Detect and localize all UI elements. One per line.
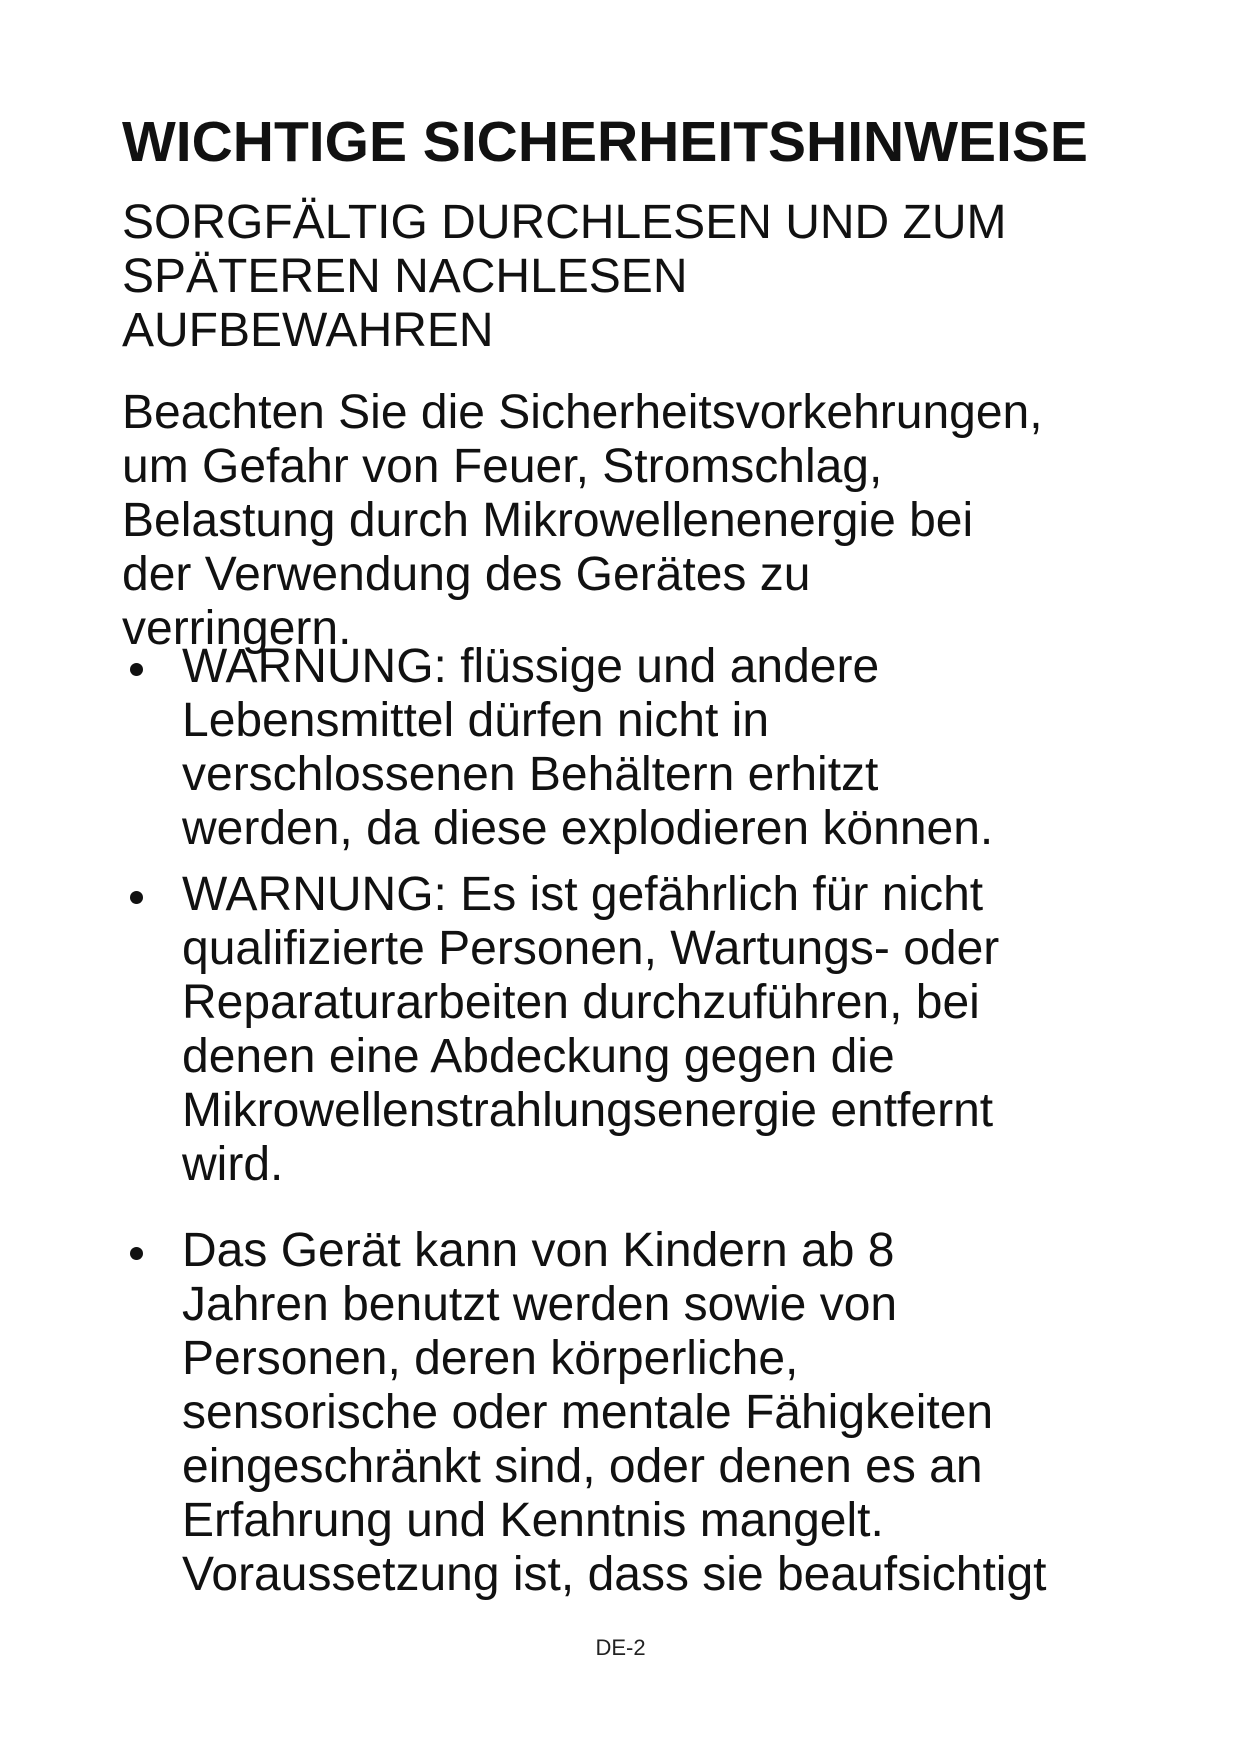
- list-item-line: Reparaturarbeiten durchzuführen, bei: [182, 976, 980, 1029]
- intro-line: der Verwendung des Gerätes zu: [122, 548, 811, 601]
- subtitle-line: SORGFÄLTIG DURCHLESEN UND ZUM: [122, 196, 1007, 249]
- intro-line: um Gefahr von Feuer, Stromschlag,: [122, 440, 883, 493]
- bullet-icon: [130, 663, 143, 676]
- bullet-icon: [130, 891, 143, 904]
- list-item-line: wird.: [182, 1138, 284, 1191]
- list-item-text: [182, 868, 1142, 1192]
- list-item-text: [182, 640, 1142, 856]
- intro-line: Beachten Sie die Sicherheitsvorkehrungen,: [122, 386, 1043, 439]
- intro-line: verringern.: [122, 602, 352, 655]
- list-item-line: werden, da diese explodieren können.: [182, 802, 994, 855]
- list-item-line: Jahren benutzt werden sowie von: [182, 1278, 898, 1331]
- list-item-line: verschlossenen Behältern erhitzt: [182, 748, 879, 801]
- list-item-line: Erfahrung und Kenntnis mangelt.: [182, 1494, 884, 1547]
- list-item-line: denen eine Abdeckung gegen die: [182, 1030, 895, 1083]
- page-number: DE-2: [595, 1635, 646, 1660]
- list-item-line: Mikrowellenstrahlungsenergie entfernt: [182, 1084, 994, 1137]
- list-item-line: eingeschränkt sind, oder denen es an: [182, 1440, 983, 1493]
- list-item-line: WARNUNG: flüssige und andere: [182, 640, 880, 693]
- subtitle-line: AUFBEWAHREN: [122, 304, 494, 357]
- list-item-line: WARNUNG: Es ist gefährlich für nicht: [182, 868, 984, 921]
- list-item-line: sensorische oder mentale Fähigkeiten: [182, 1386, 994, 1439]
- list-item-line: Voraussetzung ist, dass sie beaufsichtigt: [182, 1548, 1047, 1601]
- bullet-icon: [130, 1247, 143, 1260]
- list-item-line: qualifizierte Personen, Wartungs- oder: [182, 922, 1000, 975]
- intro-paragraph: [122, 386, 1122, 656]
- list-item-line: Lebensmittel dürfen nicht in: [182, 694, 770, 747]
- subtitle: [122, 196, 1122, 358]
- subtitle-line: SPÄTEREN NACHLESEN: [122, 250, 688, 303]
- list-item-line: Das Gerät kann von Kindern ab 8: [182, 1224, 895, 1277]
- list-item-text: [182, 1224, 1142, 1602]
- page-title: WICHTIGE SICHERHEITSHINWEISE: [122, 110, 1088, 174]
- list-item-line: Personen, deren körperliche,: [182, 1332, 799, 1385]
- intro-line: Belastung durch Mikrowellenenergie bei: [122, 494, 974, 547]
